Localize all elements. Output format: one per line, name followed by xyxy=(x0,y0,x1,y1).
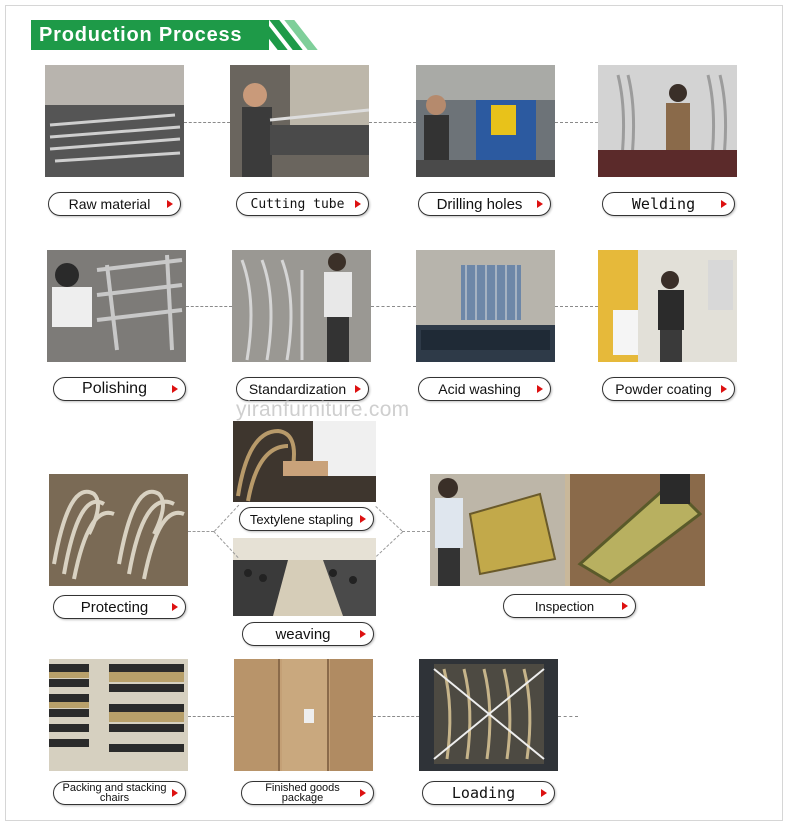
play-arrow-icon xyxy=(172,603,178,611)
finished-goods-photo xyxy=(234,659,373,771)
step-powder-coating: Powder coating xyxy=(602,377,735,401)
play-arrow-icon xyxy=(721,200,727,208)
connector-line xyxy=(186,306,232,307)
connector-line xyxy=(558,716,578,717)
protecting-photo xyxy=(49,474,188,586)
watermark: yiranfurniture.com xyxy=(236,398,410,421)
powder-coating-photo xyxy=(598,250,737,362)
step-cutting-tube: Cutting tube xyxy=(236,192,369,216)
step-polishing: Polishing xyxy=(53,377,186,401)
play-arrow-icon xyxy=(721,385,727,393)
inspection-photo xyxy=(430,474,705,586)
play-arrow-icon xyxy=(360,630,366,638)
connector-line xyxy=(402,531,430,532)
play-arrow-icon xyxy=(360,515,366,523)
connector-line xyxy=(555,122,598,123)
drilling-holes-photo xyxy=(416,65,555,177)
play-arrow-icon xyxy=(537,200,543,208)
section-header xyxy=(31,20,269,50)
connector-line xyxy=(188,531,214,532)
standardization-photo xyxy=(232,250,371,362)
connector-line xyxy=(371,306,416,307)
step-packing: Packing and stacking chairs xyxy=(53,781,186,805)
cutting-tube-photo xyxy=(230,65,369,177)
play-arrow-icon xyxy=(172,789,178,797)
play-arrow-icon xyxy=(167,200,173,208)
play-arrow-icon xyxy=(360,789,366,797)
loading-photo xyxy=(419,659,558,771)
textylene-stapling-photo xyxy=(233,421,376,502)
step-raw-material: Raw material xyxy=(48,192,181,216)
packing-photo xyxy=(49,659,188,771)
step-textylene-stapling: Textylene stapling xyxy=(239,507,374,531)
play-arrow-icon xyxy=(355,200,361,208)
polishing-photo xyxy=(47,250,186,362)
connector-line xyxy=(188,716,234,717)
step-acid-washing: Acid washing xyxy=(418,377,551,401)
play-arrow-icon xyxy=(172,385,178,393)
step-finished-goods: Finished goods package xyxy=(241,781,374,805)
connector-line xyxy=(555,306,598,307)
step-protecting: Protecting xyxy=(53,595,186,619)
step-drilling-holes: Drilling holes xyxy=(418,192,551,216)
connector-line xyxy=(373,716,419,717)
step-standardization: Standardization xyxy=(236,377,369,401)
play-arrow-icon xyxy=(355,385,361,393)
step-weaving: weaving xyxy=(242,622,374,646)
step-inspection: Inspection xyxy=(503,594,636,618)
step-loading: Loading xyxy=(422,781,555,805)
connector-line xyxy=(369,122,416,123)
weaving-photo xyxy=(233,538,376,616)
acid-washing-photo xyxy=(416,250,555,362)
section-title: Production Process xyxy=(39,24,243,46)
play-arrow-icon xyxy=(537,385,543,393)
step-welding: Welding xyxy=(602,192,735,216)
welding-photo xyxy=(598,65,737,177)
connector-line xyxy=(184,122,230,123)
play-arrow-icon xyxy=(622,602,628,610)
raw-material-photo xyxy=(45,65,184,177)
play-arrow-icon xyxy=(541,789,547,797)
